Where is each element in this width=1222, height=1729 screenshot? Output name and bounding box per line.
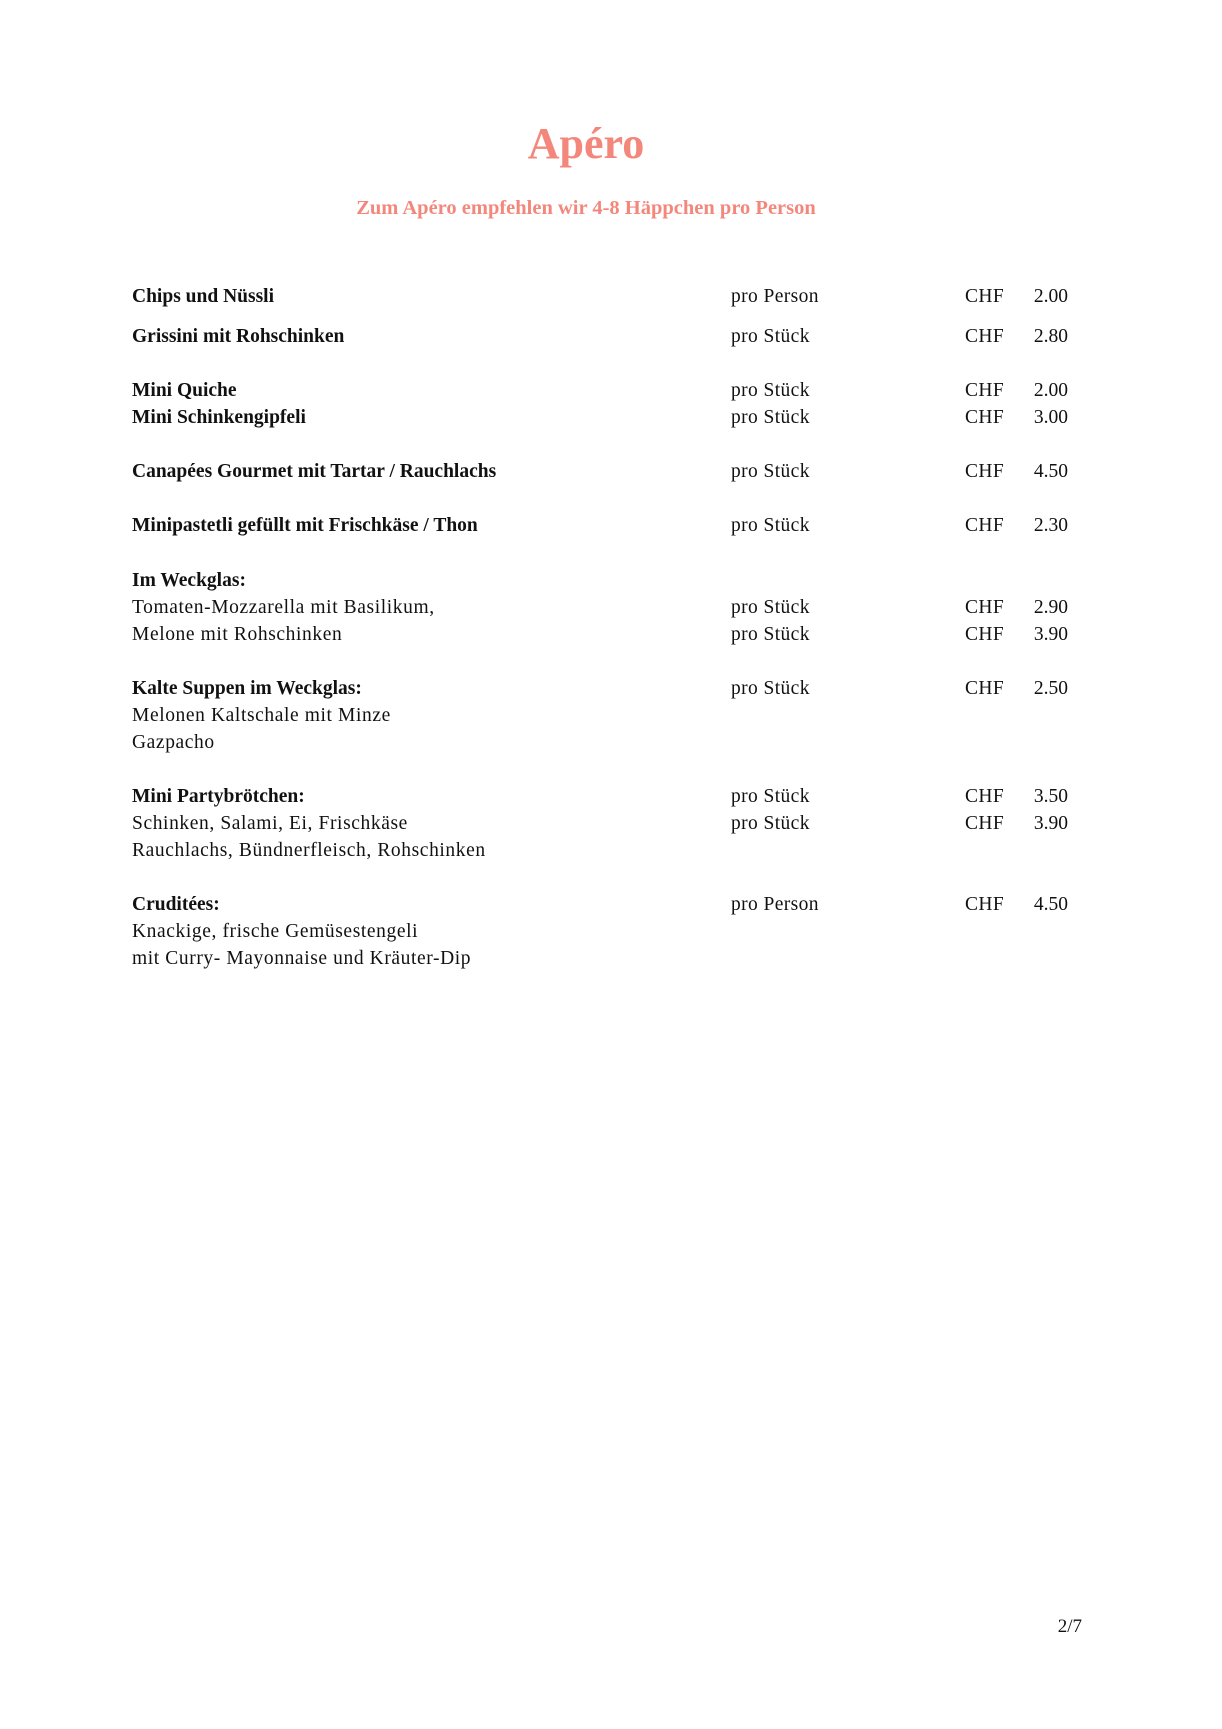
menu-item-detail: Knackige, frische Gemüsestengeli — [132, 921, 419, 942]
menu-line — [0, 323, 1222, 350]
menu-line — [0, 567, 1222, 594]
currency-label: CHF — [965, 597, 1005, 618]
menu-item-title: Canapées Gourmet mit Tartar / Rauchlachs — [132, 461, 497, 482]
price-unit: pro Stück — [731, 461, 810, 482]
menu-item-detail: Melonen Kaltschale mit Minze — [132, 705, 391, 726]
currency-label: CHF — [965, 380, 1005, 401]
price-unit: pro Stück — [731, 407, 810, 428]
menu-item-title: Cruditées: — [132, 894, 220, 915]
currency-label: CHF — [965, 326, 1005, 347]
menu-item-title: Mini Partybrötchen: — [132, 786, 305, 807]
currency-label: CHF — [965, 407, 1005, 428]
currency-label: CHF — [965, 894, 1005, 915]
menu-line — [0, 837, 1222, 864]
menu-line — [0, 377, 1222, 404]
currency-label: CHF — [965, 678, 1005, 699]
price-unit: pro Stück — [731, 597, 810, 618]
menu-line — [0, 512, 1222, 539]
menu-item-title: Minipastetli gefüllt mit Frischkäse / Thon — [132, 515, 478, 536]
price-amount: 2.80 — [1033, 326, 1068, 347]
price-amount: 2.00 — [1033, 380, 1068, 401]
currency-label: CHF — [965, 461, 1005, 482]
menu-line — [0, 621, 1222, 648]
price-amount: 2.90 — [1033, 597, 1068, 618]
menu-item-detail: Gazpacho — [132, 732, 215, 753]
page-title: Apéro — [527, 119, 645, 168]
menu-line — [0, 729, 1222, 756]
price-unit: pro Stück — [731, 515, 810, 536]
price-unit: pro Stück — [731, 326, 810, 347]
menu-line — [0, 891, 1222, 918]
menu-line — [0, 283, 1222, 310]
menu-line — [0, 783, 1222, 810]
menu-item-detail: Rauchlachs, Bündnerfleisch, Rohschinken — [132, 840, 486, 861]
menu-item-title: Grissini mit Rohschinken — [132, 326, 345, 347]
price-unit: pro Stück — [731, 624, 810, 645]
currency-label: CHF — [965, 286, 1005, 307]
page-subtitle: Zum Apéro empfehlen wir 4-8 Häppchen pro Person — [356, 197, 816, 219]
currency-label: CHF — [965, 515, 1005, 536]
price-amount: 3.50 — [1033, 786, 1068, 807]
menu-item-detail: Schinken, Salami, Ei, Frischkäse — [132, 813, 408, 834]
menu-line — [0, 918, 1222, 945]
menu-item-title: Kalte Suppen im Weckglas: — [132, 678, 362, 699]
price-unit: pro Person — [731, 894, 819, 915]
price-amount: 2.50 — [1033, 678, 1068, 699]
menu-line — [0, 675, 1222, 702]
price-unit: pro Person — [731, 286, 819, 307]
price-amount: 4.50 — [1033, 894, 1068, 915]
menu-line — [0, 945, 1222, 972]
price-amount: 3.00 — [1033, 407, 1068, 428]
price-unit: pro Stück — [731, 678, 810, 699]
price-unit: pro Stück — [731, 813, 810, 834]
menu-item-detail: Tomaten-Mozzarella mit Basilikum, — [132, 597, 435, 618]
price-amount: 3.90 — [1033, 813, 1068, 834]
menu-item-title: Chips und Nüssli — [132, 286, 275, 307]
menu-item-title: Mini Schinkengipfeli — [132, 407, 306, 428]
price-unit: pro Stück — [731, 786, 810, 807]
menu-line — [0, 458, 1222, 485]
price-amount: 4.50 — [1033, 461, 1068, 482]
currency-label: CHF — [965, 813, 1005, 834]
price-amount: 2.00 — [1033, 286, 1068, 307]
menu-item-title: Mini Quiche — [132, 380, 237, 401]
menu-item-detail: Melone mit Rohschinken — [132, 624, 343, 645]
currency-label: CHF — [965, 624, 1005, 645]
currency-label: CHF — [965, 786, 1005, 807]
menu-item-detail: mit Curry- Mayonnaise und Kräuter-Dip — [132, 948, 472, 969]
price-amount: 3.90 — [1033, 624, 1068, 645]
price-unit: pro Stück — [731, 380, 810, 401]
menu-line — [0, 702, 1222, 729]
menu-item-title: Im Weckglas: — [132, 570, 246, 591]
page-number: 2/7 — [1057, 1616, 1082, 1637]
price-amount: 2.30 — [1033, 515, 1068, 536]
menu-line — [0, 404, 1222, 431]
menu-line — [0, 810, 1222, 837]
menu-line — [0, 594, 1222, 621]
